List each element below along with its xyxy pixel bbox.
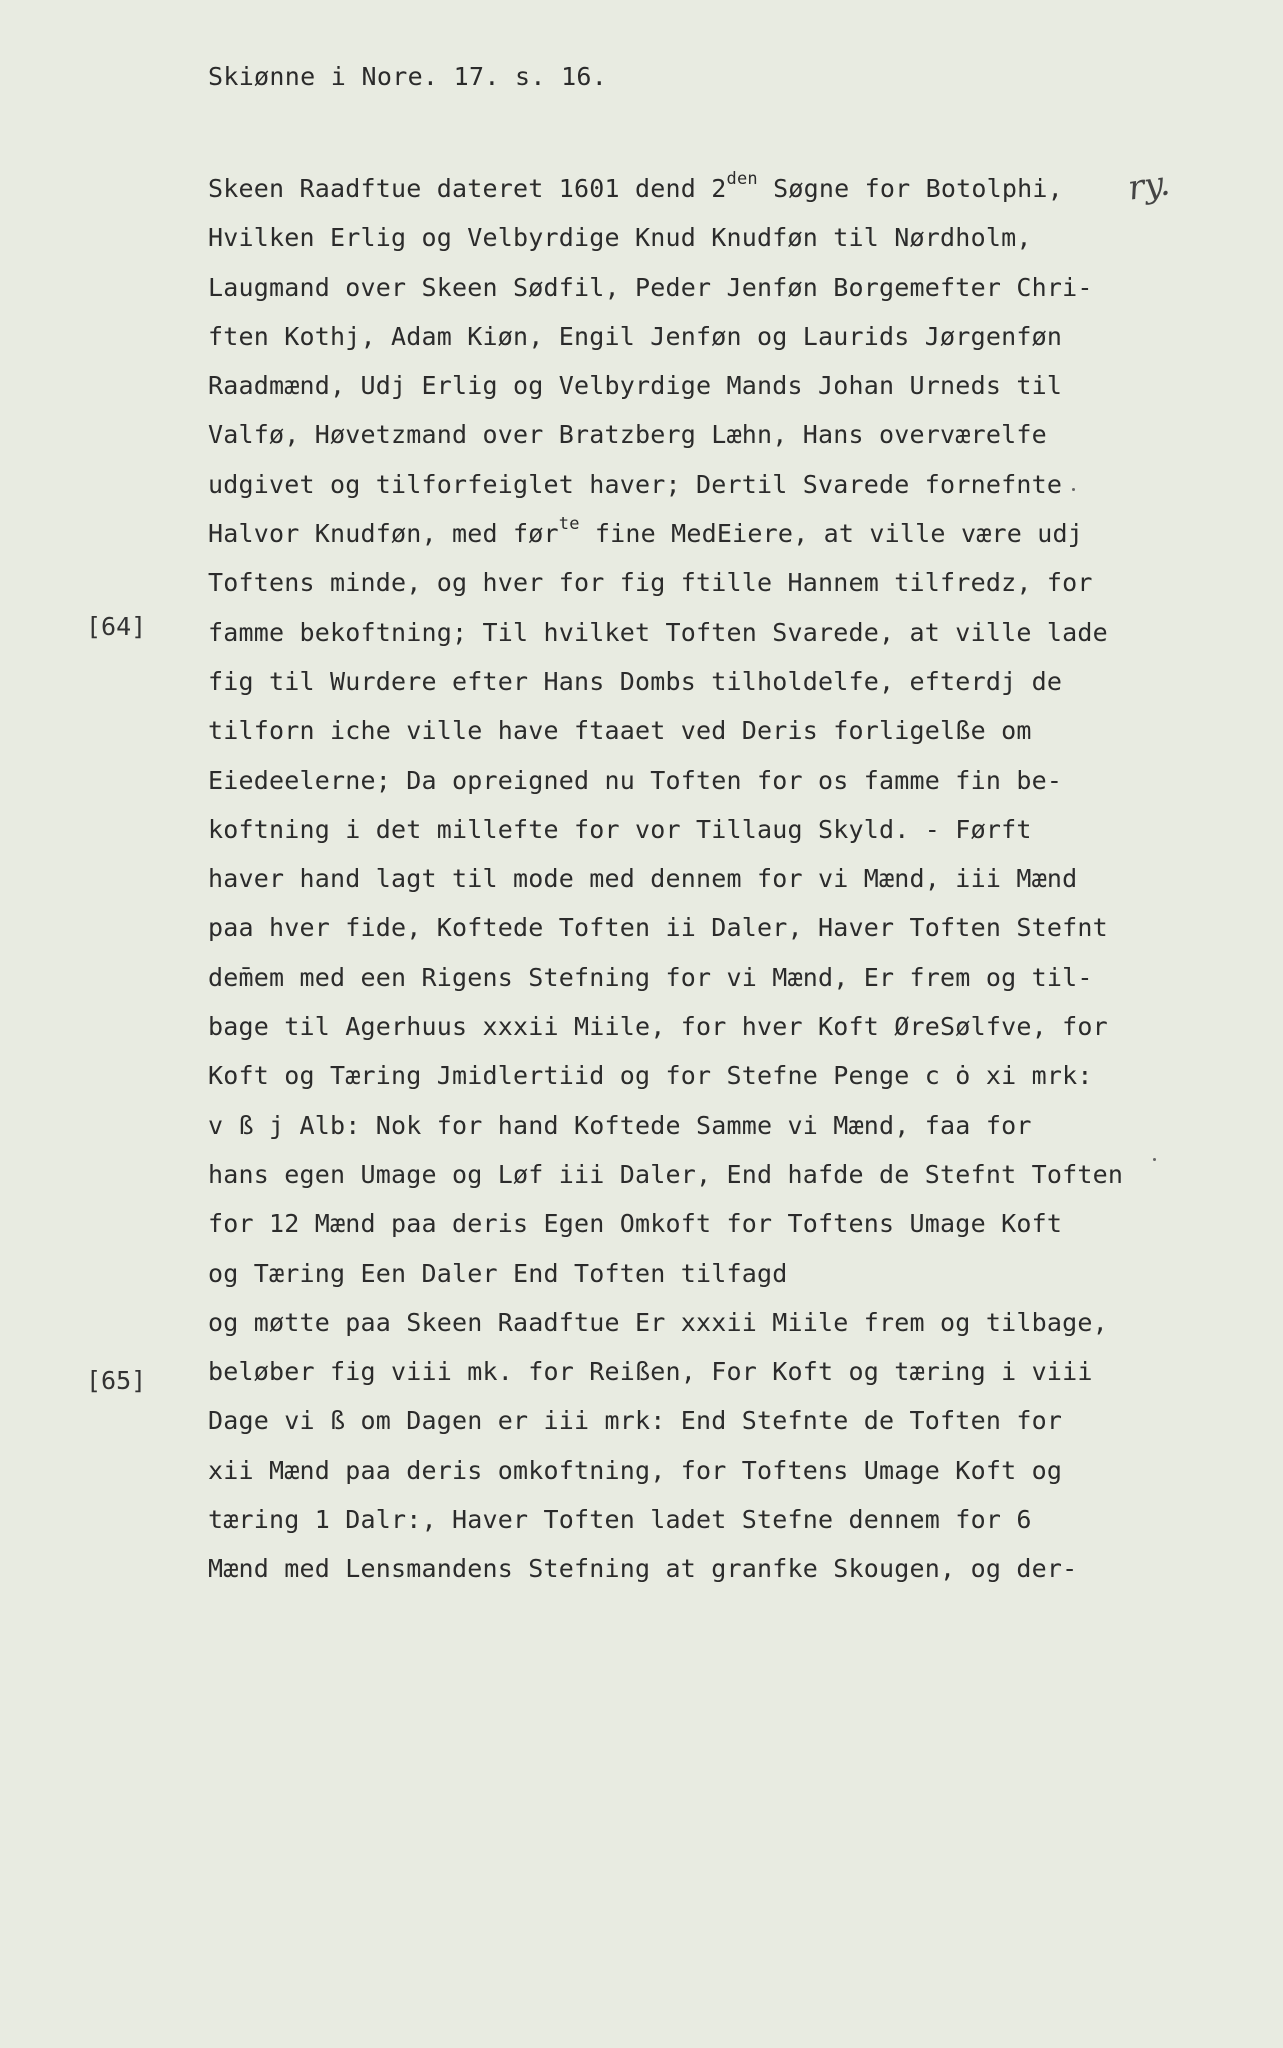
line-text: famme bekoftning; Til hvilket Toften Svarede, at ville lade bbox=[208, 617, 1108, 647]
handwritten-check-mark: ry. bbox=[1125, 163, 1173, 209]
line-text: og Tæring Een Daler End Toften tilfagd bbox=[208, 1258, 788, 1288]
line-text: ften Kothj, Adam Kiøn, Engil Jenføn og Laurids Jørgenføn bbox=[208, 321, 1063, 351]
text-line bbox=[208, 1544, 1128, 1593]
text-line bbox=[208, 657, 1128, 706]
line-text: og møtte paa Skeen Raadftue Er xxxii Miile frem og tilbage, bbox=[208, 1307, 1108, 1337]
text-line bbox=[208, 460, 1128, 509]
superscript-text: den bbox=[726, 168, 758, 189]
text-line bbox=[208, 1396, 1128, 1445]
text-line bbox=[208, 213, 1128, 262]
line-text-continued: Søgne for Botolphi, bbox=[757, 174, 1063, 203]
line-text: udgivet og tilforfeiglet haver; Dertil Svarede fornefnte bbox=[208, 469, 1063, 499]
text-line bbox=[208, 509, 1128, 558]
line-text: Halvor Knudføn, med før bbox=[208, 519, 559, 549]
line-text: bage til Agerhuus xxxii Miile, for hver Koft ØreSølfve, for bbox=[208, 1012, 1108, 1042]
text-line bbox=[208, 1249, 1128, 1298]
line-text: tæring 1 Dalr:, Haver Toften ladet Stefne dennem for 6 bbox=[208, 1505, 1032, 1535]
text-line bbox=[208, 953, 1128, 1002]
line-text: for 12 Mænd paa deris Egen Omkoft for Toftens Umage Koft bbox=[208, 1209, 1063, 1239]
line-text: Koft og Tæring Jmidlertiid og for Stefne Penge c ȯ xi mrk: bbox=[208, 1061, 1093, 1091]
line-text: Raadmænd, Udj Erlig og Velbyrdige Mands Johan Urneds til bbox=[208, 371, 1063, 401]
line-text: Valfø, Høvetzmand over Bratzberg Læhn, Hans overværelfe bbox=[208, 420, 1047, 450]
line-text: hans egen Umage og Løf iii Daler, End hafde de Stefnt Toften bbox=[208, 1159, 1124, 1189]
text-line bbox=[208, 1002, 1128, 1051]
text-line bbox=[208, 312, 1128, 361]
text-line bbox=[208, 706, 1128, 755]
line-text: xii Mænd paa deris omkoftning, for Toftens Umage Koft og bbox=[208, 1455, 1063, 1485]
text-line bbox=[208, 558, 1128, 607]
line-text: Laugmand over Skeen Sødfil, Peder Jenføn Borgemefter Chri- bbox=[208, 272, 1093, 302]
line-text: Eiedeelerne; Da opreigned nu Toften for os famme fin be- bbox=[208, 765, 1063, 795]
document-heading: Skiønne i Nore. 17. s. 16. bbox=[208, 62, 608, 91]
text-line bbox=[208, 1150, 1128, 1199]
line-text: v ß j Alb: Nok for hand Koftede Samme vi Mænd, faa for bbox=[208, 1110, 1032, 1140]
line-text: tilforn iche ville have ftaaet ved Deris forligelße om bbox=[208, 716, 1032, 746]
transcription-text bbox=[208, 164, 1128, 1594]
text-line bbox=[208, 1199, 1128, 1248]
text-line bbox=[208, 903, 1128, 952]
margin-page-mark: [64] bbox=[86, 612, 147, 641]
paper-speck bbox=[1072, 488, 1075, 491]
text-line bbox=[208, 164, 1128, 213]
text-line bbox=[208, 361, 1128, 410]
text-line bbox=[208, 854, 1128, 903]
text-line bbox=[208, 608, 1128, 657]
paper-speck bbox=[1153, 1158, 1156, 1161]
text-line bbox=[208, 805, 1128, 854]
line-text: dem̄em med een Rigens Stefning for vi Mænd, Er frem og til- bbox=[208, 962, 1093, 992]
line-text: Hvilken Erlig og Velbyrdige Knud Knudføn til Nørdholm, bbox=[208, 223, 1032, 253]
line-text: Mænd med Lensmandens Stefning at granfke Skougen, og der- bbox=[208, 1554, 1078, 1584]
text-line bbox=[208, 1446, 1128, 1495]
text-line bbox=[208, 756, 1128, 805]
text-line bbox=[208, 410, 1128, 459]
line-text: fig til Wurdere efter Hans Dombs tilholdelfe, efterdj de bbox=[208, 666, 1063, 696]
superscript-text: te bbox=[558, 513, 580, 534]
line-text: paa hver fide, Koftede Toften ii Daler, Haver Toften Stefnt bbox=[208, 913, 1108, 943]
line-text: Toftens minde, og hver for fig ftille Hannem tilfredz, for bbox=[208, 568, 1093, 598]
text-line bbox=[208, 1347, 1128, 1396]
text-line bbox=[208, 1298, 1128, 1347]
line-text: Dage vi ß om Dagen er iii mrk: End Stefnte de Toften for bbox=[208, 1406, 1063, 1436]
text-line bbox=[208, 1495, 1128, 1544]
line-text: koftning i det millefte for vor Tillaug Skyld. - Førft bbox=[208, 814, 1032, 844]
text-line bbox=[208, 1051, 1128, 1100]
text-line bbox=[208, 263, 1128, 312]
line-text-continued: fine MedEiere, at ville være udj bbox=[579, 519, 1083, 549]
line-text: beløber fig viii mk. for Reißen, For Koft og tæring i viii bbox=[208, 1357, 1093, 1387]
margin-page-mark: [65] bbox=[86, 1366, 147, 1395]
line-text: Skeen Raadftue dateret 1601 dend 2 bbox=[208, 174, 727, 203]
line-text: haver hand lagt til mode med dennem for vi Mænd, iii Mænd bbox=[208, 864, 1078, 894]
text-line bbox=[208, 1101, 1128, 1150]
